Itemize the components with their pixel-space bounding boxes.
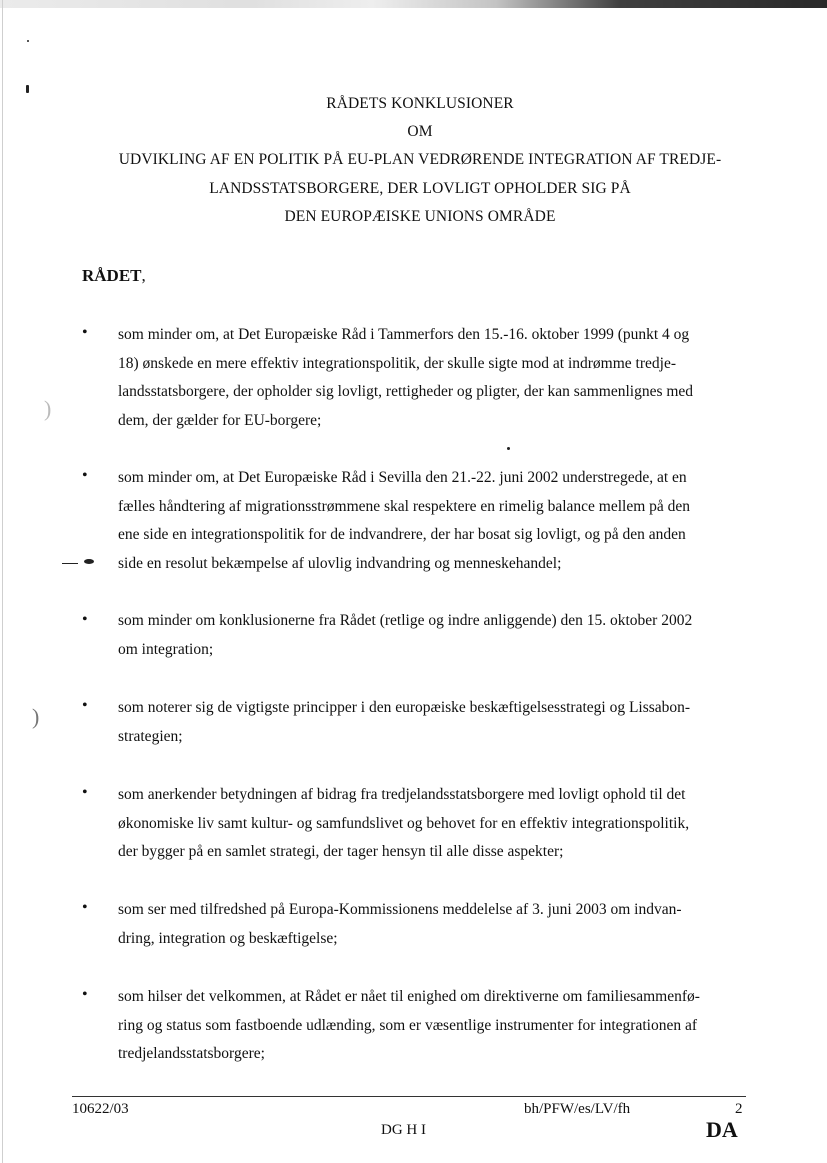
list-item (118, 321, 746, 435)
council-heading (82, 266, 146, 286)
scan-speck (84, 559, 94, 564)
council-heading-punct: , (141, 266, 146, 285)
item-line: dring, integration og beskæftigelse; (118, 929, 338, 947)
item-line: som minder om, at Det Europæiske Råd i Tammerfors den 15.-16. oktober 1999 (punkt 4 og (118, 326, 690, 343)
scan-mark: ) (44, 396, 52, 421)
scan-speck (26, 85, 29, 93)
list-item (118, 983, 746, 1069)
bullet-icon: • (82, 986, 88, 1003)
footer-doc-number: 10622/03 (72, 1101, 129, 1117)
item-line: som minder om, at Det Europæiske Råd i Sevilla den 21.-22. juni 2002 understregede, at en (118, 469, 687, 486)
bullet-icon: • (82, 467, 88, 484)
item-line: side en resolut bekæmpelse af ulovlig indvandring og menneskehandel; (118, 554, 562, 572)
item-line: økonomiske liv samt kultur- og samfundslivet og behovet for en effektiv integrationspolitik, (118, 814, 690, 832)
list-item (118, 896, 746, 953)
list-item (118, 781, 746, 867)
scan-mark: ) (32, 704, 40, 729)
list-item (118, 694, 746, 751)
footer-directorate: DG H I (381, 1122, 426, 1138)
item-line: som hilser det velkommen, at Rådet er nået til enighed om direktiverne om familiesammenfø- (118, 988, 700, 1005)
scan-speck (62, 563, 78, 564)
item-line: som anerkender betydningen af bidrag fra tredjelandsstatsborgere med lovligt ophold til det (118, 786, 686, 803)
bullet-icon: • (82, 899, 88, 916)
item-line: som ser med tilfredshed på Europa-Kommissionens meddelelse af 3. juni 2003 om indvan- (118, 901, 682, 918)
item-line: landsstatsborgere, der opholder sig lovligt, rettigheder og pligter, der kan sammenlignes med (118, 383, 694, 400)
scan-speck (507, 447, 510, 450)
bullet-icon: • (82, 697, 88, 714)
item-line: strategien; (118, 727, 183, 745)
item-line: fælles håndtering af migrationsstrømmene skal respektere en rimelig balance mellem på den (118, 497, 691, 515)
bullet-icon: • (82, 611, 88, 628)
list-item (118, 464, 746, 578)
footer-page-number: 2 (735, 1101, 743, 1117)
item-line: ring og status som fastboende udlænding, som er væsentlige instrumenter for integrationen af (118, 1016, 697, 1034)
item-line: tredjelandsstatsborgere; (118, 1045, 265, 1062)
title-line-5: DEN EUROPÆISKE UNIONS OMRÅDE (284, 208, 556, 225)
item-line: som minder om konklusionerne fra Rådet (retlige og indre anliggende) den 15. oktober 2002 (118, 612, 693, 629)
scan-edge-top (0, 0, 827, 8)
footer-language: DA (706, 1117, 738, 1142)
item-line: ene side en integrationspolitik for de indvandrere, der har bosat sig lovligt, og på den anden (118, 526, 686, 543)
item-line: 18) ønskede en mere effektiv integrationspolitik, der skulle sigte mod at indrømme tredje- (118, 354, 676, 372)
title-line-1: RÅDETS KONKLUSIONER (326, 95, 514, 112)
bullet-icon: • (82, 324, 88, 341)
footer-reference: bh/PFW/es/LV/fh (524, 1101, 631, 1117)
council-heading-text: RÅDET (82, 266, 142, 285)
item-line: der bygger på en samlet strategi, der tager hensyn til alle disse aspekter; (118, 843, 564, 860)
footer-divider (72, 1096, 746, 1097)
title-line-4: LANDSSTATSBORGERE, DER LOVLIGT OPHOLDER SIG PÅ (209, 180, 631, 197)
item-line: dem, der gælder for EU-borgere; (118, 411, 322, 429)
list-item (118, 607, 746, 664)
title-line-2: OM (407, 123, 433, 140)
bullet-icon: • (82, 784, 88, 801)
scan-speck (27, 40, 29, 42)
item-line: om integration; (118, 640, 214, 658)
item-line: som noterer sig de vigtigste principper i den europæiske beskæftigelsesstrategi og Lissabon- (118, 699, 691, 716)
scan-edge-left (2, 0, 3, 1163)
title-line-3: UDVIKLING AF EN POLITIK PÅ EU-PLAN VEDRØRENDE INTEGRATION AF TREDJE- (118, 151, 722, 168)
